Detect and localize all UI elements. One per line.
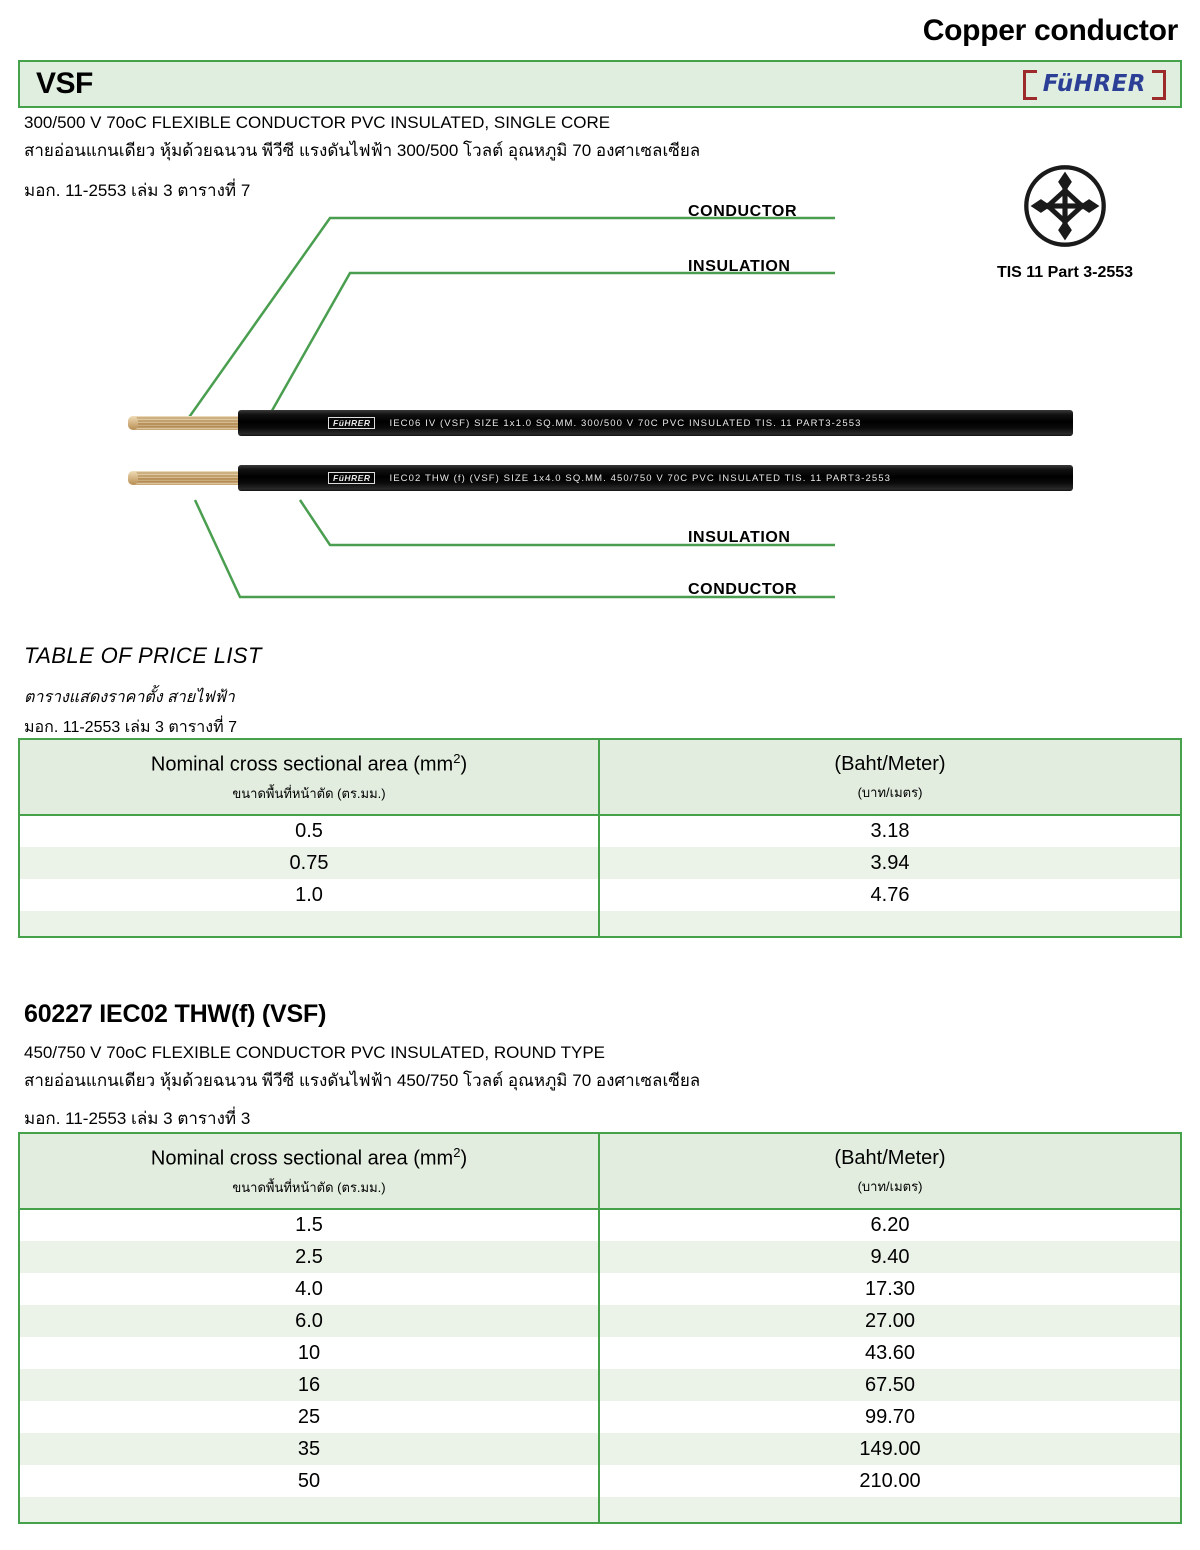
col-header-price-th: (บาท/เมตร) — [857, 784, 923, 800]
table-row — [19, 815, 1181, 847]
price-table-2 — [18, 1132, 1182, 1524]
cell-price: 4.76 — [599, 879, 1181, 911]
col-header-price-th: (บาท/เมตร) — [857, 1178, 923, 1194]
table-header-row — [19, 739, 1181, 815]
table-row — [19, 1369, 1181, 1401]
cable-print-text-2: IEC02 THW (f) (VSF) SIZE 1x4.0 SQ.MM. 450/750 V 70C PVC INSULATED TIS. 11 PART3-2553 — [389, 472, 892, 484]
price-table-1-head — [19, 739, 1181, 815]
cable-print-legend-2 — [328, 465, 891, 491]
cell-area: 2.5 — [19, 1241, 599, 1273]
product-code: VSF — [36, 67, 93, 100]
cell-area-blank — [19, 911, 599, 937]
cable-print-legend-1 — [328, 410, 861, 436]
col-header-area — [19, 739, 599, 815]
cell-price: 9.40 — [599, 1241, 1181, 1273]
price-table-2-head — [19, 1133, 1181, 1209]
cell-price: 3.94 — [599, 847, 1181, 879]
cell-price-blank — [599, 911, 1181, 937]
col-header-area — [19, 1133, 599, 1209]
product2-standard: มอก. 11-2553 เล่ม 3 ตารางที่ 3 — [24, 1109, 251, 1128]
cable-print-logo-2: FüHRER — [328, 472, 375, 484]
cell-price: 6.20 — [599, 1209, 1181, 1241]
callout-insulation-bottom: INSULATION — [688, 529, 791, 546]
cable-print-logo-1: FüHRER — [328, 417, 375, 429]
col-header-price-en: (Baht/Meter) — [834, 1146, 946, 1169]
callout-leader-lines — [0, 195, 1200, 615]
table-row — [19, 1465, 1181, 1497]
cable-specimen-1 — [128, 410, 1073, 436]
col-header-area-th: ขนาดพื้นที่หน้าตัด (ตร.มม.) — [232, 785, 386, 801]
cell-price: 67.50 — [599, 1369, 1181, 1401]
price-list-standard: มอก. 11-2553 เล่ม 3 ตารางที่ 7 — [24, 719, 237, 736]
cell-area: 16 — [19, 1369, 599, 1401]
col-header-price — [599, 739, 1181, 815]
table-row — [19, 1241, 1181, 1273]
cable-diagram — [0, 195, 1200, 615]
callout-conductor-bottom: CONDUCTOR — [688, 581, 798, 598]
page-title: Copper conductor — [922, 14, 1178, 47]
cell-area: 1.0 — [19, 879, 599, 911]
product1-spec-th: สายอ่อนแกนเดียว หุ้มด้วยฉนวน พีวีซี แรงดันไฟฟ้า 300/500 โวลต์ อุณหภูมิ 70 องศาเซลเซียล — [24, 141, 701, 160]
cell-area: 1.5 — [19, 1209, 599, 1241]
logo-bracket-right-icon — [1152, 70, 1166, 100]
table-row-blank — [19, 1497, 1181, 1523]
col-header-area-th: ขนาดพื้นที่หน้าตัด (ตร.มม.) — [232, 1179, 386, 1195]
cell-area: 0.5 — [19, 815, 599, 847]
cell-area: 4.0 — [19, 1273, 599, 1305]
product2-spec-th: สายอ่อนแกนเดียว หุ้มด้วยฉนวน พีวีซี แรงดันไฟฟ้า 450/750 โวลต์ อุณหภูมิ 70 องศาเซลเซียล — [24, 1071, 701, 1090]
cell-price: 17.30 — [599, 1273, 1181, 1305]
cell-area: 25 — [19, 1401, 599, 1433]
cell-area: 10 — [19, 1337, 599, 1369]
cell-price: 210.00 — [599, 1465, 1181, 1497]
cable-print-text-1: IEC06 IV (VSF) SIZE 1x1.0 SQ.MM. 300/500 V 70C PVC INSULATED TIS. 11 PART3-2553 — [389, 417, 862, 429]
table-header-row — [19, 1133, 1181, 1209]
cell-area: 0.75 — [19, 847, 599, 879]
table-row — [19, 1401, 1181, 1433]
cell-price: 3.18 — [599, 815, 1181, 847]
cell-price: 99.70 — [599, 1401, 1181, 1433]
table-row-blank — [19, 911, 1181, 937]
cable-specimen-2 — [128, 465, 1073, 491]
fuhrer-brand-logo — [1023, 71, 1166, 98]
cell-price: 43.60 — [599, 1337, 1181, 1369]
logo-wordmark: FüHRER — [1042, 70, 1146, 97]
cell-area: 6.0 — [19, 1305, 599, 1337]
col-header-area-en: Nominal cross sectional area $(mm^2)$ — [150, 1145, 468, 1170]
product-name-band — [18, 60, 1182, 108]
callout-conductor-top: CONDUCTOR — [688, 203, 798, 220]
price-list-title-th: ตารางแสดงราคาตั้ง สายไฟฟ้า — [24, 689, 235, 706]
cell-price-blank — [599, 1497, 1181, 1523]
table-row — [19, 847, 1181, 879]
table-row — [19, 1305, 1181, 1337]
cell-area-blank — [19, 1497, 599, 1523]
tis-caption: TIS 11 Part 3-2553 — [996, 264, 1134, 281]
table-row — [19, 879, 1181, 911]
product1-standard: มอก. 11-2553 เล่ม 3 ตารางที่ 7 — [24, 181, 251, 200]
cell-area: 50 — [19, 1465, 599, 1497]
table-row — [19, 1433, 1181, 1465]
product2-spec-en: 450/750 V 70oC FLEXIBLE CONDUCTOR PVC INSULATED, ROUND TYPE — [24, 1043, 606, 1062]
callout-insulation-top: INSULATION — [688, 258, 791, 275]
cell-price: 149.00 — [599, 1433, 1181, 1465]
col-header-price — [599, 1133, 1181, 1209]
cell-price: 27.00 — [599, 1305, 1181, 1337]
col-header-price-en: (Baht/Meter) — [834, 752, 946, 775]
product1-spec-en: 300/500 V 70oC FLEXIBLE CONDUCTOR PVC INSULATED, SINGLE CORE — [24, 113, 611, 132]
product2-title: 60227 IEC02 THW(f) (VSF) — [24, 1000, 327, 1028]
price-list-title-en: TABLE OF PRICE LIST — [24, 643, 262, 668]
cell-area: 35 — [19, 1433, 599, 1465]
table-row — [19, 1209, 1181, 1241]
price-table-1 — [18, 738, 1182, 938]
table-row — [19, 1337, 1181, 1369]
logo-bracket-left-icon — [1023, 70, 1037, 100]
table-row — [19, 1273, 1181, 1305]
col-header-area-en: Nominal cross sectional area $(mm^2)$ — [150, 751, 468, 776]
price-table-2-body — [19, 1209, 1181, 1523]
price-table-1-body — [19, 815, 1181, 937]
